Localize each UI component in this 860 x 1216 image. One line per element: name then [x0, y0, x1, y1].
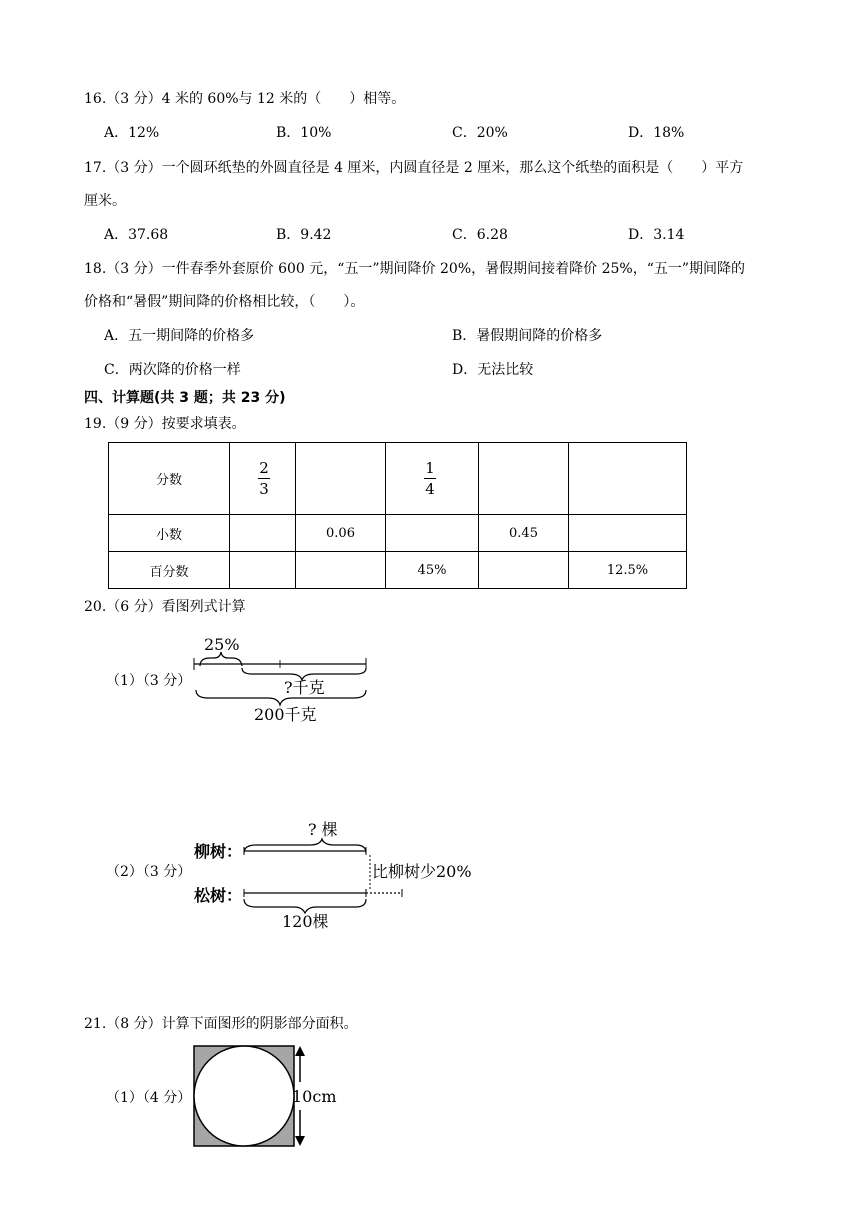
decimal-cell: 0.45: [479, 515, 569, 552]
percent-bar-diagram: [190, 628, 380, 724]
row-label-decimal: 小数: [109, 515, 230, 552]
blank-cell: [296, 443, 386, 515]
q17-option-d: D．3.14: [628, 227, 685, 243]
table-row: [109, 443, 687, 515]
q16-stem: 16.（3 分）4 米的 60%与 12 米的（ ）相等。: [84, 91, 406, 107]
q16-option-a: A．12%: [104, 125, 160, 141]
q18-option-d: D．无法比较: [452, 362, 534, 378]
q17-option-c: C．6.28: [452, 227, 508, 243]
fraction-two-thirds: [258, 459, 270, 498]
blank-cell: [569, 443, 687, 515]
q17-stem-line2: 厘米。: [84, 193, 126, 209]
q18-option-a: A．五一期间降的价格多: [104, 328, 255, 344]
row-label-percent: 百分数: [109, 552, 230, 589]
row-label-fraction: 分数: [109, 443, 230, 515]
q18-option-b: B．暑假期间降的价格多: [452, 328, 603, 344]
dimension-label: 10cm: [292, 1087, 337, 1106]
q18-stem-line2: 价格和“暑假”期间降的价格相比较，（ ）。: [84, 294, 365, 310]
blank-cell: [296, 552, 386, 589]
fraction-numerator: 2: [259, 459, 269, 477]
q21-part1-label: （1）（4 分）: [106, 1090, 192, 1106]
fraction-denominator: 4: [425, 480, 435, 498]
q21-stem: 21.（8 分）计算下面图形的阴影部分面积。: [84, 1016, 358, 1032]
blank-cell: [230, 552, 296, 589]
fraction-cell: [386, 443, 479, 515]
q16-option-b: B．10%: [276, 125, 332, 141]
q16-option-c: C．20%: [452, 125, 508, 141]
total-kg-label: 200千克: [254, 705, 317, 724]
fraction-numerator: 1: [425, 459, 435, 477]
q18-option-c: C．两次降的价格一样: [104, 362, 241, 378]
unknown-kg-label: ?千克: [284, 678, 325, 697]
blank-cell: [479, 552, 569, 589]
q17-option-b: B．9.42: [276, 227, 332, 243]
willow-label: 柳树：: [194, 842, 243, 861]
q19-stem: 19.（9 分）按要求填表。: [84, 416, 246, 432]
unknown-trees-label: ? 棵: [308, 820, 338, 839]
q17-option-a: A．37.68: [104, 227, 169, 243]
fraction-cell: [230, 443, 296, 515]
less-than-willow-label: 比柳树少20%: [372, 862, 472, 881]
pine-label: 松树：: [194, 886, 243, 905]
square-circle-figure: [192, 1044, 352, 1150]
blank-cell: [230, 515, 296, 552]
conversion-table: [108, 442, 687, 589]
blank-cell: [386, 515, 479, 552]
q16-option-d: D．18%: [628, 125, 685, 141]
q20-part2-label: （2）（3 分）: [106, 864, 192, 880]
blank-cell: [569, 515, 687, 552]
fraction-one-quarter: [424, 459, 436, 498]
percent-cell: 12.5%: [569, 552, 687, 589]
inscribed-circle: [194, 1046, 294, 1146]
section-title: 四、计算题(共 3 题；共 23 分): [84, 390, 286, 406]
q20-stem: 20.（6 分）看图列式计算: [84, 599, 246, 615]
q20-part1-label: （1）（3 分）: [106, 673, 192, 689]
table-row: [109, 552, 687, 589]
tree-comparison-diagram: [190, 815, 490, 931]
table-row: [109, 515, 687, 552]
q17-stem-line1: 17.（3 分）一个圆环纸垫的外圆直径是 4 厘米，内圆直径是 2 厘米，那么这个纸垫的面积是（ ）平方: [84, 160, 744, 176]
fraction-denominator: 3: [259, 480, 269, 498]
pine-count-label: 120棵: [282, 912, 329, 931]
percent-cell: 45%: [386, 552, 479, 589]
decimal-cell: 0.06: [296, 515, 386, 552]
blank-cell: [479, 443, 569, 515]
percent-label: 25%: [204, 635, 240, 654]
q18-stem-line1: 18.（3 分）一件春季外套原价 600 元，“五一”期间降价 20%，暑假期间接着降价 25%，“五一”期间降的: [84, 261, 746, 277]
